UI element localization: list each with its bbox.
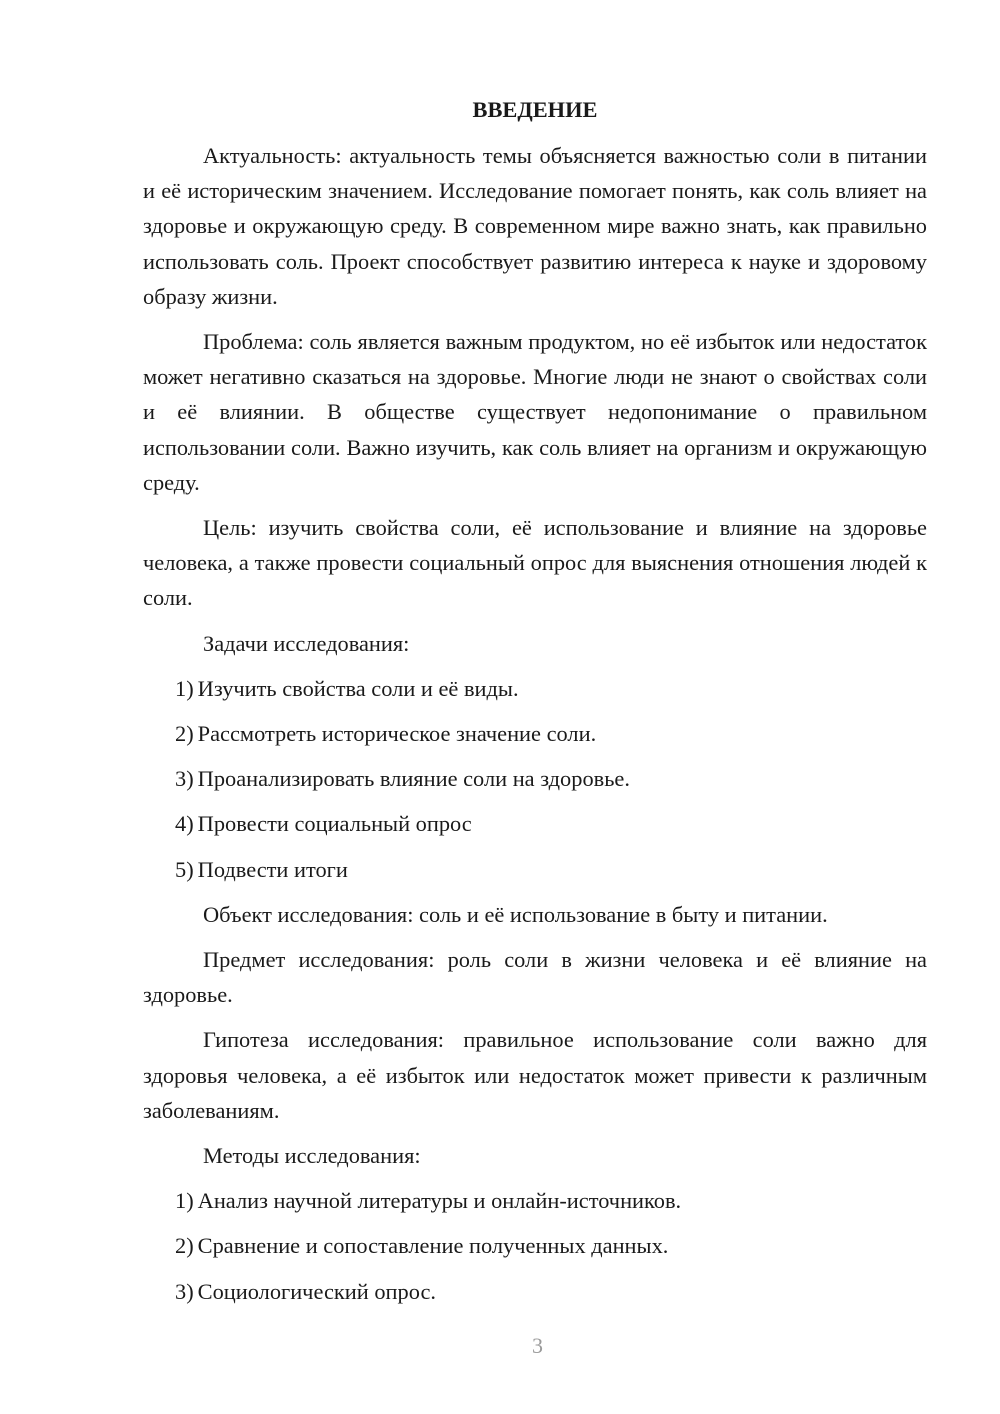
tasks-label: Задачи исследования: <box>203 630 410 656</box>
list-item <box>143 761 927 796</box>
methods-list <box>143 1183 927 1309</box>
list-item-text: Проанализировать влияние соли на здоровье. <box>197 766 630 792</box>
relevance-paragraph: Актуальность: актуальность темы объясняется важностью соли в питании и её историческим значением. Исследование помогает понять, как соль влияет на здоровье и окружающую среду. В современном мире важно знать, как правильно использовать соль. Проект способствует развитию интереса к науке и здоровому образу жизни. <box>143 143 927 309</box>
list-item <box>143 1274 927 1309</box>
list-item <box>143 806 927 841</box>
list-item-number: 4) <box>175 811 194 837</box>
list-item-number: 1) <box>175 675 194 701</box>
list-item-number: 3) <box>175 766 194 792</box>
list-item <box>143 671 927 706</box>
document-page <box>143 92 927 1319</box>
list-item-number: 5) <box>175 856 194 882</box>
list-item-text: Изучить свойства соли и её виды. <box>197 675 519 701</box>
list-item <box>143 716 927 751</box>
hypothesis-paragraph: Гипотеза исследования: правильное использование соли важно для здоровья человека, а её избыток или недостаток может привести к различным заболеваниям. <box>143 1027 927 1123</box>
object-paragraph: Объект исследования: соль и её использование в быту и питании. <box>203 901 828 927</box>
methods-label: Методы исследования: <box>203 1143 421 1169</box>
list-item-text: Провести социальный опрос <box>197 811 472 837</box>
list-item-text: Рассмотреть историческое значение соли. <box>197 721 597 747</box>
problem-paragraph: Проблема: соль является важным продуктом, но её избыток или недостаток может негативно сказаться на здоровье. Многие люди не знают о свойствах соли и её влиянии. В обществе существует недопонимание о правильном использовании соли. Важно изучить, как соль влияет на организм и окружающую среду. <box>143 329 927 495</box>
goal-paragraph: Цель: изучить свойства соли, её использование и влияние на здоровье человека, а также провести социальный опрос для выяснения отношения людей к соли. <box>143 515 927 611</box>
list-item-text: Анализ научной литературы и онлайн-источников. <box>197 1188 682 1214</box>
page-number: 3 <box>532 1333 543 1358</box>
list-item-text: Социологический опрос. <box>197 1278 436 1304</box>
section-heading: ВВЕДЕНИЕ <box>472 97 598 122</box>
list-item-number: 2) <box>175 1233 194 1259</box>
list-item-text: Сравнение и сопоставление полученных данных. <box>197 1233 669 1259</box>
list-item <box>143 1228 927 1263</box>
subject-paragraph: Предмет исследования: роль соли в жизни человека и её влияние на здоровье. <box>143 947 927 1008</box>
list-item <box>143 1183 927 1218</box>
list-item-number: 2) <box>175 721 194 747</box>
list-item <box>143 852 927 887</box>
list-item-number: 3) <box>175 1278 194 1304</box>
list-item-number: 1) <box>175 1188 194 1214</box>
list-item-text: Подвести итоги <box>197 856 348 882</box>
tasks-list <box>143 671 927 887</box>
